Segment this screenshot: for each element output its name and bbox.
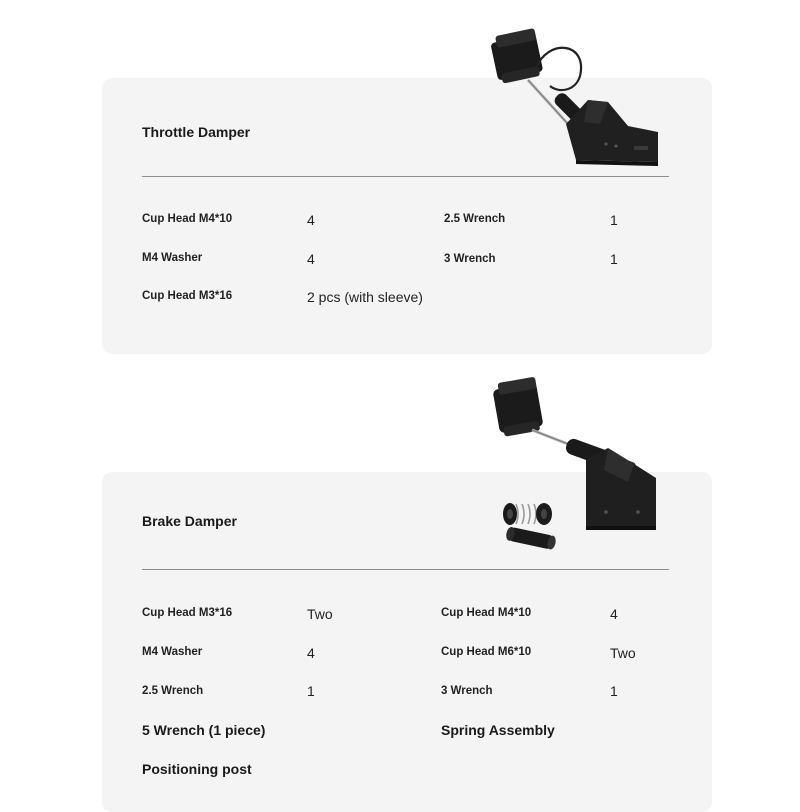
brake-damper-title: Brake Damper	[142, 513, 237, 529]
brake-item-name: Cup Head M3*16	[142, 607, 233, 619]
throttle-item-qty: 1	[610, 212, 618, 228]
brake-item-qty: 1	[307, 683, 315, 699]
throttle-item-qty: 4	[307, 251, 315, 267]
brake-extra-item: 5 Wrench (1 piece)	[142, 722, 266, 738]
brake-item-qty: 4	[610, 606, 618, 622]
throttle-item-name: Cup Head M3*16	[142, 290, 233, 302]
throttle-item-name: Cup Head M4*10	[142, 213, 233, 225]
brake-item-qty: Two	[307, 606, 333, 622]
brake-item-name: Cup Head M6*10	[441, 646, 532, 658]
throttle-item-name: M4 Washer	[142, 252, 203, 264]
brake-item-qty: 1	[610, 683, 618, 699]
brake-extra-item: Positioning post	[142, 761, 252, 777]
positioning-post-image	[500, 522, 560, 554]
brake-item-name: Cup Head M4*10	[441, 607, 532, 619]
brake-item-name: M4 Washer	[142, 646, 203, 658]
brake-item-qty: Two	[610, 645, 636, 661]
throttle-item-qty: 4	[307, 212, 315, 228]
throttle-item-name: 3 Wrench	[444, 253, 496, 265]
brake-item-qty: 4	[307, 645, 315, 661]
throttle-item-qty: 1	[610, 251, 618, 267]
brake-divider	[142, 569, 669, 570]
throttle-damper-title: Throttle Damper	[142, 124, 251, 140]
throttle-item-name: 2.5 Wrench	[444, 213, 506, 225]
brake-item-name: 3 Wrench	[441, 685, 493, 697]
throttle-item-qty: 2 pcs (with sleeve)	[307, 289, 423, 305]
throttle-damper-image	[488, 28, 668, 178]
brake-item-name: 2.5 Wrench	[142, 685, 204, 697]
brake-extra-item: Spring Assembly	[441, 722, 555, 738]
